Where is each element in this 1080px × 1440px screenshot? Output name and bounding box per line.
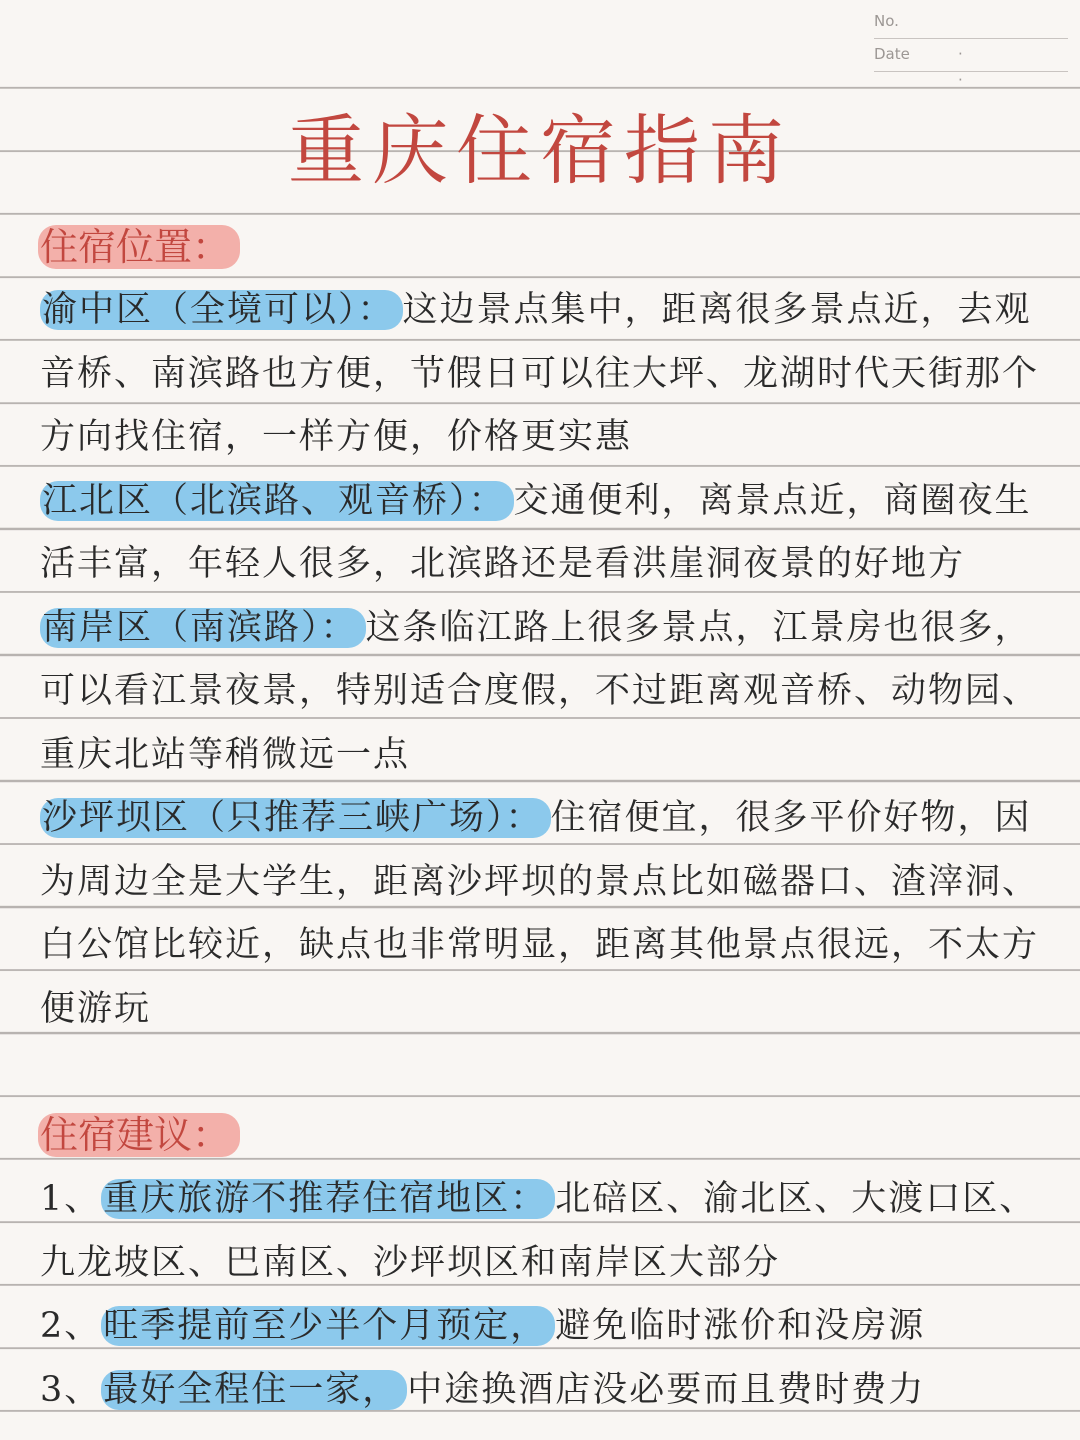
advice-highlight: 最好全程住一家， [101,1370,407,1410]
advice-number: 3、 [40,1369,102,1410]
section-heading-advice [38,1110,240,1160]
location-list [40,279,1040,1041]
location-text: 这边景点集中，距离很多景点近，去观音桥、南滨路也方便，节假日可以往大坪、龙湖时代天街那个方向找住宿，一样方便，价格更实惠 [40,290,1040,457]
section-heading-location-text: 住宿位置： [38,225,240,269]
advice-text: 中途换酒店没必要而且费时费力 [407,1369,926,1410]
meta-date-dots: · · [958,45,1003,89]
location-text: 住宿便宜，很多平价好物，因为周边全是大学生，距离沙坪坝的景点比如磁器口、渣滓洞、白公馆比较近，缺点也非常明显，距离其他景点很远，不太方便游玩 [40,798,1040,1029]
location-highlight: 南岸区（南滨路）： [40,608,366,648]
meta-date-label: Date [874,45,910,63]
meta-date-row [874,41,1068,89]
location-highlight: 渝中区（全境可以）： [40,290,403,330]
location-item-yuzhong [40,279,1040,470]
location-item-shapingba [40,787,1040,1041]
location-item-jiangbei [40,470,1040,597]
location-text: 交通便利，离景点近，商圈夜生活丰富，年轻人很多，北滨路还是看洪崖洞夜景的好地方 [40,480,1032,584]
advice-item-1 [40,1168,1040,1295]
meta-no-label: No. [874,12,899,30]
advice-number: 2、 [40,1306,102,1346]
advice-item-3 [40,1359,1040,1423]
location-item-nanan [40,597,1040,788]
location-highlight: 沙坪坝区（只推荐三峡广场）： [40,798,551,838]
section-heading-location [38,222,240,272]
page-meta [874,8,1068,89]
section-heading-advice-text: 住宿建议： [38,1113,240,1157]
advice-item-2 [40,1295,1040,1359]
advice-text: 北碚区、渝北区、大渡口区、九龙坡区、巴南区、沙坪坝区和南岸区大部分 [40,1179,1037,1283]
page-title: 重庆住宿指南 [288,106,792,195]
meta-no-row [874,8,1068,39]
advice-number: 1、 [40,1179,102,1219]
location-text: 这条临江路上很多景点，江景房也很多，可以看江景夜景，特别适合度假，不过距离观音桥、动物园、重庆北站等稍微远一点 [40,607,1040,775]
advice-text: 避免临时涨价和没房源 [555,1306,926,1346]
advice-highlight: 重庆旅游不推荐住宿地区： [101,1179,555,1219]
advice-list [40,1168,1040,1422]
advice-highlight: 旺季提前至少半个月预定， [101,1306,555,1346]
location-highlight: 江北区（北滨路、观音桥）： [40,481,514,521]
